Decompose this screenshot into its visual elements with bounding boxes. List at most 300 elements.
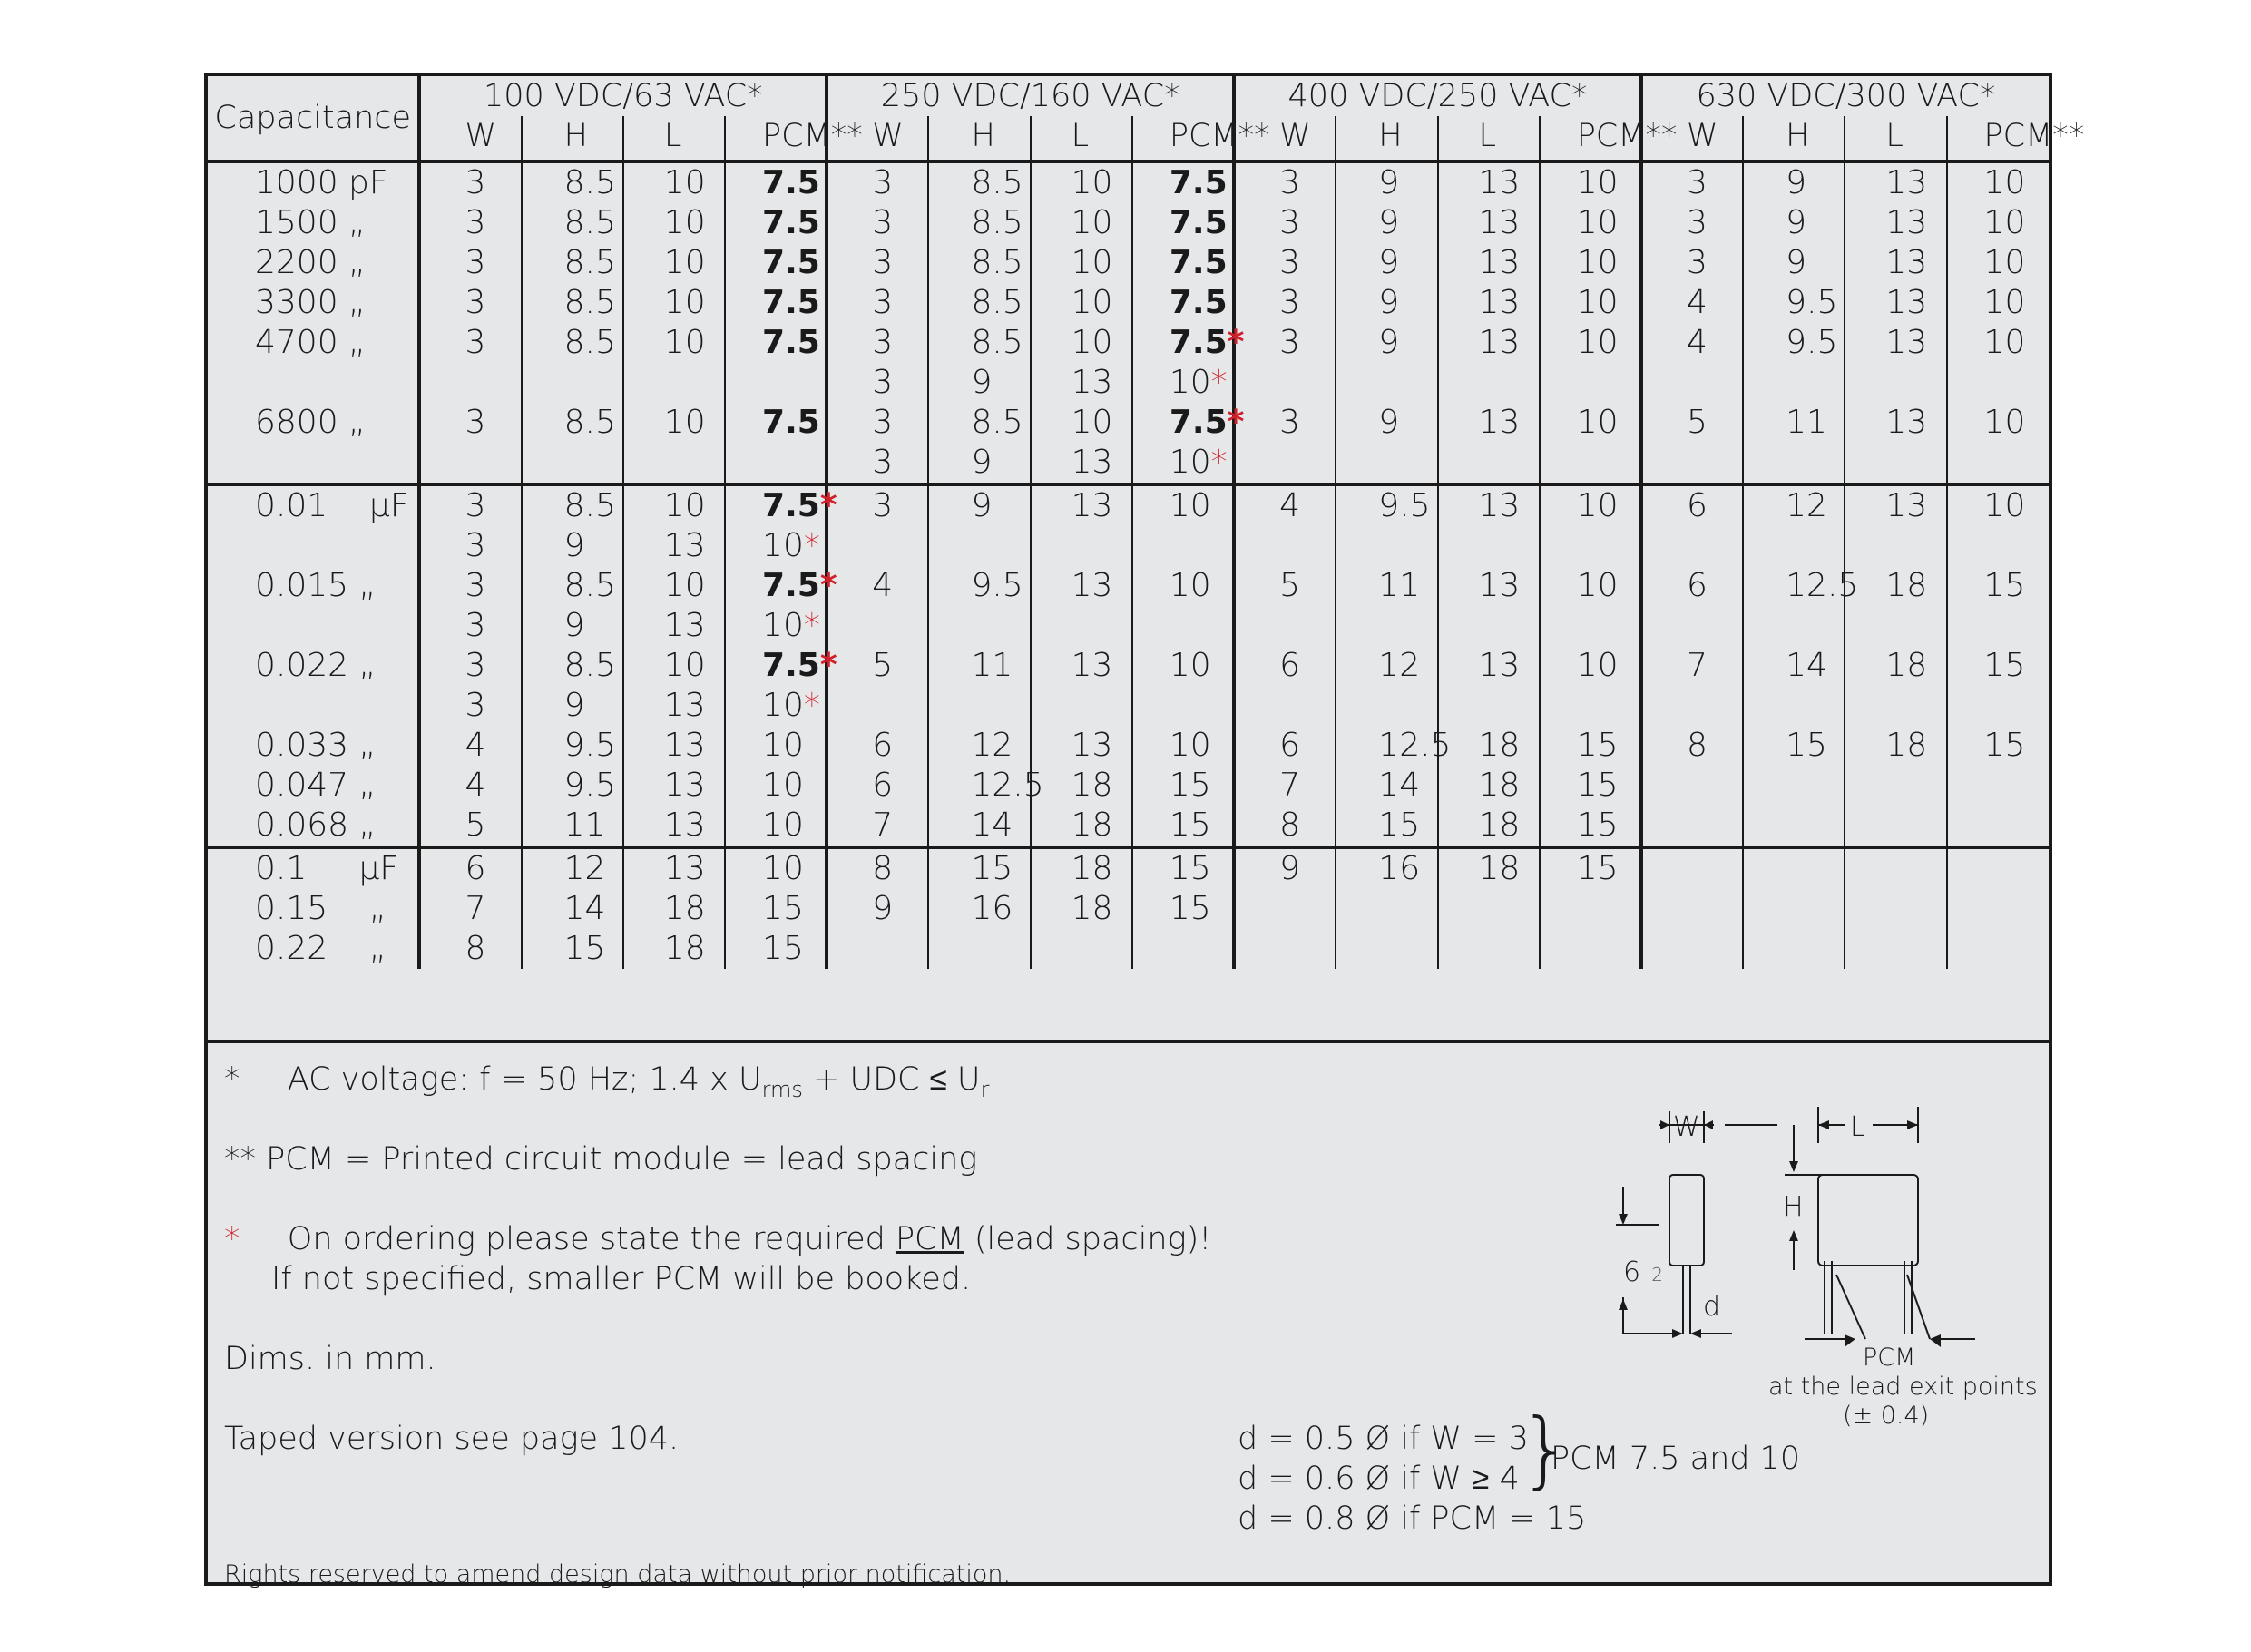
cell-l (1438, 889, 1540, 929)
cell-h (1336, 889, 1437, 929)
subheader-w: W (1641, 116, 1743, 161)
cell-pcm (725, 363, 827, 403)
d-label: d (1703, 1291, 1721, 1323)
cell-w (1234, 889, 1336, 929)
cell-w: 8 (1234, 806, 1336, 847)
cell-l (1845, 929, 1946, 969)
subheader-w: W (1234, 116, 1336, 161)
cell-l: 18 (1031, 806, 1132, 847)
pcm-value: 7.5 (762, 164, 820, 201)
pcm-value: 10 (1169, 487, 1211, 524)
pcm-value: 10 (1983, 404, 2026, 441)
cell-h: 8.5 (522, 161, 623, 203)
table-row (208, 646, 2049, 686)
cell-w (1641, 806, 1743, 847)
pcm-value: 10 (1169, 567, 1211, 604)
cell-w: 6 (1234, 646, 1336, 686)
cell-l: 10 (1031, 203, 1132, 243)
cell-l: 13 (1438, 484, 1540, 526)
cell-pcm (1947, 806, 2049, 847)
cell-pcm (1947, 929, 2049, 969)
cell-h: 12.5 (1743, 566, 1845, 606)
cell-pcm (725, 847, 827, 889)
cell-h: 12 (1336, 646, 1437, 686)
cell-h (1336, 606, 1437, 646)
capacitance-value (208, 363, 419, 403)
subheader-h: H (1336, 116, 1437, 161)
capacitor-side-view (1669, 1175, 1704, 1266)
cell-h: 8.5 (522, 203, 623, 243)
lead-diameter-1: d = 0.5 Ø if W = 3 (1238, 1421, 1529, 1457)
subheader-h: H (928, 116, 1030, 161)
capacitance-value (208, 686, 419, 726)
cell-l: 13 (1438, 283, 1540, 323)
cell-l: 13 (623, 726, 725, 766)
dimension-diagram (1623, 1070, 2038, 1479)
cell-w: 3 (419, 566, 521, 606)
cell-pcm (1132, 646, 1234, 686)
cell-w: 6 (1641, 484, 1743, 526)
cell-l: 10 (1031, 161, 1132, 203)
cell-l: 13 (1438, 203, 1540, 243)
cell-l: 18 (1031, 847, 1132, 889)
cell-pcm (1540, 323, 1641, 363)
cell-l (1438, 686, 1540, 726)
cell-l: 13 (1845, 161, 1946, 203)
cell-l (1438, 526, 1540, 566)
cell-w (1234, 363, 1336, 403)
notes-panel (208, 1040, 2049, 1588)
cell-w (1641, 443, 1743, 484)
cell-h: 9 (522, 526, 623, 566)
cell-pcm (1540, 566, 1641, 606)
cell-pcm (1132, 484, 1234, 526)
cell-h: 11 (928, 646, 1030, 686)
cell-w: 3 (827, 363, 928, 403)
cell-h (1743, 526, 1845, 566)
cell-l: 13 (623, 526, 725, 566)
cell-pcm (725, 403, 827, 443)
pcm-value: 7.5 (762, 404, 820, 441)
pcm-range: PCM 7.5 and 10 (1551, 1441, 1801, 1477)
cell-pcm (1947, 484, 2049, 526)
cell-w: 3 (419, 606, 521, 646)
cell-w: 3 (1234, 243, 1336, 283)
cell-h (1743, 806, 1845, 847)
cell-l: 13 (1031, 443, 1132, 484)
cell-pcm (1132, 161, 1234, 203)
cell-l (1845, 889, 1946, 929)
cell-l: 13 (1438, 646, 1540, 686)
pcm-value: 10 (762, 850, 804, 887)
cell-w: 3 (827, 161, 928, 203)
red-asterisk: * (224, 1221, 240, 1257)
cell-w: 6 (827, 726, 928, 766)
arrowhead (1907, 1120, 1918, 1129)
red-asterisk: * (803, 607, 820, 644)
cell-h: 11 (1336, 566, 1437, 606)
ac-voltage-note (224, 1061, 989, 1102)
table-row (208, 606, 2049, 646)
cell-h: 12 (522, 847, 623, 889)
cell-w: 5 (827, 646, 928, 686)
subheader-l: L (1438, 116, 1540, 161)
cell-l: 13 (1438, 161, 1540, 203)
spec-sheet (204, 73, 2085, 1588)
pcm-value: 15 (1983, 647, 2026, 684)
cell-h: 12 (1743, 484, 1845, 526)
arrowhead (1789, 1161, 1798, 1172)
cell-w: 3 (827, 323, 928, 363)
cell-pcm (725, 806, 827, 847)
cell-h: 15 (522, 929, 623, 969)
table-row (208, 889, 2049, 929)
pcm-value: 10 (1576, 567, 1619, 604)
arrowhead (1672, 1329, 1683, 1338)
pcm-value: 10 (1169, 364, 1211, 401)
cell-w: 3 (827, 283, 928, 323)
cell-h (1743, 766, 1845, 806)
pcm-label: PCM (1863, 1344, 1916, 1372)
rms-subscript: rms (761, 1077, 803, 1102)
cell-w (1234, 686, 1336, 726)
pcm-value: 10 (1576, 647, 1619, 684)
cell-w (1641, 686, 1743, 726)
pcm-value: 7.5 (762, 647, 820, 684)
table-body (208, 161, 2049, 969)
table-row (208, 726, 2049, 766)
cell-h: 8.5 (928, 403, 1030, 443)
pcm-value: 7.5 (1169, 244, 1228, 281)
cell-w: 4 (1641, 283, 1743, 323)
cell-pcm (1947, 526, 2049, 566)
cell-l: 10 (623, 161, 725, 203)
cell-w: 5 (1641, 403, 1743, 443)
cell-h: 8.5 (928, 283, 1030, 323)
arrowhead (1660, 1120, 1669, 1129)
cell-h: 15 (928, 847, 1030, 889)
cell-pcm (725, 484, 837, 526)
cell-pcm (1132, 847, 1234, 889)
cell-h (1743, 929, 1845, 969)
cell-l (1031, 686, 1132, 726)
cell-pcm (725, 929, 827, 969)
ordering-text: On ordering please state the required (287, 1221, 896, 1257)
cell-h: 9 (522, 686, 623, 726)
cell-h: 12.5 (1336, 726, 1437, 766)
cell-pcm (1540, 283, 1641, 323)
table-row (208, 847, 2049, 889)
cell-l (1031, 606, 1132, 646)
cell-h: 9 (1743, 203, 1845, 243)
cell-l: 13 (623, 606, 725, 646)
cell-w (1641, 363, 1743, 403)
cell-pcm (1540, 403, 1641, 443)
cell-l: 10 (1031, 243, 1132, 283)
cell-h (1336, 929, 1437, 969)
pcm-value: 10 (762, 727, 804, 764)
cell-w (827, 606, 928, 646)
pcm-value: 7.5 (762, 204, 820, 241)
pcm-definition: ** PCM = Printed circuit module = lead spacing (224, 1141, 978, 1178)
cell-l: 10 (1031, 403, 1132, 443)
pcm-value: 15 (1576, 767, 1619, 804)
cell-h: 9 (1336, 161, 1437, 203)
cell-pcm (1947, 323, 2049, 363)
cell-h: 9 (1336, 283, 1437, 323)
pcm-value: 10 (1983, 164, 2026, 201)
cell-w: 3 (1234, 161, 1336, 203)
cell-l: 10 (1031, 323, 1132, 363)
cell-h: 11 (1743, 403, 1845, 443)
cell-w: 3 (419, 686, 521, 726)
cell-l: 10 (623, 323, 725, 363)
cell-w: 3 (1641, 161, 1743, 203)
cell-pcm (725, 686, 827, 726)
cell-w: 4 (1641, 323, 1743, 363)
cell-w: 7 (1641, 646, 1743, 686)
red-asterisk: * (819, 647, 837, 684)
cell-pcm (1132, 766, 1234, 806)
cell-w: 3 (827, 403, 928, 443)
cell-l: 13 (1031, 726, 1132, 766)
cell-w: 3 (1234, 283, 1336, 323)
capacitance-value: 0.033 „ (255, 727, 377, 764)
cell-pcm (1540, 363, 1641, 403)
subheader-h: H (1743, 116, 1845, 161)
red-asterisk: * (1210, 444, 1228, 481)
capacitance-value: 4700 „ (255, 324, 366, 361)
cell-l: 10 (623, 566, 725, 606)
cell-w: 5 (419, 806, 521, 847)
table-row (208, 243, 2049, 283)
subheader-w: W (419, 116, 521, 161)
cell-l: 13 (1438, 323, 1540, 363)
cell-h: 8.5 (522, 403, 623, 443)
cell-h: 16 (928, 889, 1030, 929)
cell-pcm (1132, 403, 1245, 443)
cell-h: 9.5 (1336, 484, 1437, 526)
subheader-pcm: PCM** (1947, 116, 2049, 161)
pcm-value: 10 (1576, 487, 1619, 524)
ordering-note (224, 1221, 1211, 1257)
cell-w: 3 (419, 646, 521, 686)
pcm-value: 15 (762, 930, 804, 967)
cell-h: 8.5 (522, 484, 623, 526)
cell-h (928, 929, 1030, 969)
capacitance-value: 0.15 „ (255, 890, 387, 927)
cell-h: 9 (928, 443, 1030, 484)
cell-h: 14 (1336, 766, 1437, 806)
cell-w: 5 (1234, 566, 1336, 606)
cell-h (928, 526, 1030, 566)
pcm-value: 15 (1983, 727, 2026, 764)
subheader-w: W (827, 116, 928, 161)
cell-l (1845, 606, 1946, 646)
cell-w (419, 443, 521, 484)
capacitance-value: 3300 „ (255, 284, 366, 321)
cell-l (623, 443, 725, 484)
cell-pcm (1540, 646, 1641, 686)
capacitance-value: 0.1 µF (208, 847, 419, 889)
arrowhead (1704, 1120, 1713, 1129)
cell-w: 3 (419, 403, 521, 443)
six-label: 6 (1623, 1256, 1641, 1288)
cell-h: 8.5 (928, 161, 1030, 203)
cell-h (522, 363, 623, 403)
cell-pcm (1132, 929, 1234, 969)
capacitance-value (208, 443, 419, 484)
voltage-group-header: 400 VDC/250 VAC* (1234, 76, 1641, 116)
table-row (208, 161, 2049, 203)
pcm-value: 10 (762, 527, 804, 564)
cell-w: 6 (419, 847, 521, 889)
subheader-row (208, 116, 2049, 161)
cell-pcm (1947, 726, 2049, 766)
r-subscript: r (980, 1077, 990, 1102)
cell-pcm (1132, 243, 1234, 283)
table-row (208, 526, 2049, 566)
cell-pcm (1947, 686, 2049, 726)
pcm-value: 15 (1169, 767, 1211, 804)
cell-w (1641, 606, 1743, 646)
cell-h: 9 (928, 484, 1030, 526)
cell-w: 3 (419, 283, 521, 323)
pcm-value: 10 (762, 767, 804, 804)
cell-l: 18 (1438, 766, 1540, 806)
cell-l: 18 (1438, 806, 1540, 847)
arrowhead (1619, 1214, 1628, 1225)
cell-h: 8.5 (928, 243, 1030, 283)
cell-h: 8.5 (522, 283, 623, 323)
cell-h: 11 (522, 806, 623, 847)
capacitance-value: 1500 „ (255, 204, 366, 241)
subheader-l: L (1031, 116, 1132, 161)
cell-pcm (725, 443, 827, 484)
cell-l: 10 (623, 243, 725, 283)
capacitance-value: 1000 pF (255, 164, 388, 201)
pcm-value: 10 (762, 687, 804, 724)
pcm-value: 7.5 (1169, 324, 1228, 361)
voltage-group-header: 630 VDC/300 VAC* (1641, 76, 2049, 116)
cell-pcm (1540, 161, 1641, 203)
arrowhead (1930, 1334, 1941, 1347)
cell-pcm (1947, 203, 2049, 243)
cell-w: 6 (1234, 726, 1336, 766)
arrowhead (1619, 1299, 1628, 1310)
cell-pcm (1947, 403, 2049, 443)
cell-h (1743, 363, 1845, 403)
cell-pcm (725, 243, 827, 283)
ac-voltage-text: AC voltage: f = 50 Hz; 1.4 x U (287, 1061, 762, 1098)
dims-note: Dims. in mm. (224, 1341, 436, 1377)
cell-w: 8 (419, 929, 521, 969)
cell-w: 3 (827, 443, 928, 484)
cell-h (1743, 443, 1845, 484)
cell-l: 18 (1845, 566, 1946, 606)
pcm-underlined: PCM (895, 1221, 964, 1257)
cell-pcm (725, 766, 827, 806)
table-row (208, 484, 2049, 526)
cell-h: 16 (1336, 847, 1437, 889)
cell-w: 8 (1641, 726, 1743, 766)
cell-pcm (1540, 726, 1641, 766)
cell-w: 7 (419, 889, 521, 929)
cell-l: 13 (623, 686, 725, 726)
cell-l: 13 (1845, 484, 1946, 526)
cell-pcm (725, 526, 827, 566)
cell-pcm (1947, 161, 2049, 203)
pcm-value: 10 (1169, 444, 1211, 481)
cell-w (1234, 443, 1336, 484)
cell-w: 9 (1234, 847, 1336, 889)
subheader-pcm: PCM** (725, 116, 827, 161)
cell-w (1641, 526, 1743, 566)
cell-h: 15 (1336, 806, 1437, 847)
cell-l (1438, 929, 1540, 969)
cell-h: 9 (1336, 243, 1437, 283)
cell-pcm (1947, 363, 2049, 403)
cell-pcm (1132, 363, 1234, 403)
cell-l: 13 (1438, 403, 1540, 443)
ordering-text-b: (lead spacing)! (964, 1221, 1212, 1257)
cell-l: 10 (623, 403, 725, 443)
cell-pcm (1947, 283, 2049, 323)
pcm-value: 10 (762, 806, 804, 844)
cell-w (1641, 929, 1743, 969)
cell-w: 3 (419, 484, 521, 526)
pcm-value: 10 (1576, 244, 1619, 281)
cell-pcm (725, 646, 837, 686)
cell-w: 7 (827, 806, 928, 847)
table-row (208, 203, 2049, 243)
subheader-h: H (522, 116, 623, 161)
cell-pcm (1947, 443, 2049, 484)
cell-pcm (1540, 889, 1641, 929)
taped-note: Taped version see page 104. (224, 1421, 680, 1457)
cell-h: 12 (928, 726, 1030, 766)
cell-l: 13 (1031, 646, 1132, 686)
cell-l (1438, 606, 1540, 646)
cell-pcm (1947, 243, 2049, 283)
cell-h (1336, 686, 1437, 726)
cell-l (1845, 363, 1946, 403)
cell-pcm (1132, 203, 1234, 243)
cell-h: 9 (928, 363, 1030, 403)
lead-diameter-2: d = 0.6 Ø if W ≥ 4 (1238, 1461, 1520, 1497)
pcm-value: 15 (1169, 806, 1211, 844)
cell-w: 3 (1234, 203, 1336, 243)
cell-l (1438, 443, 1540, 484)
subheader-l: L (1845, 116, 1946, 161)
cell-pcm (725, 203, 827, 243)
pcm-value: 10 (1983, 487, 2026, 524)
cell-pcm (1132, 443, 1234, 484)
cell-pcm (1540, 484, 1641, 526)
cell-pcm (725, 283, 827, 323)
red-asterisk: * (1227, 324, 1245, 361)
cell-w: 3 (1641, 243, 1743, 283)
cell-pcm (1540, 443, 1641, 484)
pcm-value: 10 (1169, 647, 1211, 684)
cell-h: 12.5 (928, 766, 1030, 806)
cell-w: 6 (1641, 566, 1743, 606)
cell-h: 8.5 (928, 323, 1030, 363)
cell-pcm (1540, 766, 1641, 806)
pcm-value: 15 (1576, 727, 1619, 764)
cell-pcm (1540, 929, 1641, 969)
cell-l: 13 (1845, 283, 1946, 323)
